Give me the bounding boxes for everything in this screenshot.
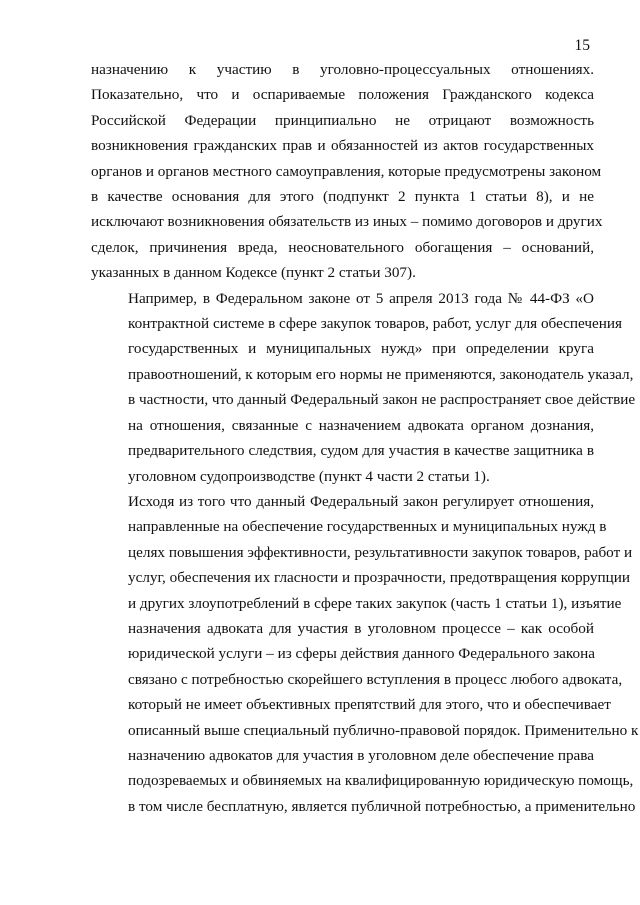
document-body	[91, 57, 639, 819]
paragraph-3	[91, 489, 639, 819]
text-line: целях повышения эффективности, результативности закупок товаров, работ и	[128, 543, 633, 561]
text-line: исключают возникновения обязательств из иных – помимо договоров и других	[91, 213, 603, 231]
text-line: который не имеет объективных препятствий для этого, что и обеспечивает	[128, 696, 611, 714]
text-line: подозреваемых и обвиняемых на квалифицированную юридическую помощь,	[128, 772, 634, 790]
text-line: услуг, обеспечения их гласности и прозрачности, предотвращения коррупции	[128, 569, 631, 587]
paragraph-1	[91, 57, 603, 286]
text-line: на отношения, связанные с назначением адвоката органом дознания,	[128, 416, 594, 434]
text-line: Исходя из того что данный Федеральный закон регулирует отношения,	[128, 492, 594, 510]
text-line: описанный выше специальный публично-правовой порядок. Применительно к	[128, 721, 639, 739]
text-line: государственных и муниципальных нужд» при определении круга	[128, 340, 594, 358]
text-line: предварительного следствия, судом для участия в качестве защитника в	[128, 442, 594, 460]
text-line: контрактной системе в сфере закупок товаров, работ, услуг для обеспечения	[128, 315, 623, 333]
page-number: 15	[574, 37, 590, 54]
text-line: Показательно, что и оспариваемые положения Гражданского кодекса	[91, 86, 594, 104]
text-line: Например, в Федеральном законе от 5 апреля 2013 года № 44-ФЗ «О	[128, 289, 594, 307]
text-line: Российской Федерации принципиально не отрицают возможность	[91, 111, 594, 129]
text-line: сделок, причинения вреда, неосновательного обогащения – оснований,	[91, 238, 594, 256]
paragraph-2	[91, 286, 636, 489]
text-line: в том числе бесплатную, является публичной потребностью, а применительно	[128, 797, 636, 815]
text-line: в качестве основания для этого (подпункт 2 пункта 1 статьи 8), и не	[91, 188, 594, 206]
text-line: правоотношений, к которым его нормы не применяются, законодатель указал,	[128, 365, 634, 383]
text-line: назначению адвокатов для участия в уголовном деле обеспечение права	[128, 746, 594, 764]
text-line: связано с потребностью скорейшего вступления в процесс любого адвоката,	[128, 670, 623, 688]
text-line: в частности, что данный Федеральный закон не распространяет свое действие	[128, 391, 636, 409]
text-line: возникновения гражданских прав и обязанностей из актов государственных	[91, 137, 594, 155]
text-line: назначению к участию в уголовно-процессуальных отношениях.	[91, 61, 594, 78]
text-line: юридической услуги – из сферы действия данного Федерального закона	[128, 645, 595, 663]
text-line: направленные на обеспечение государственных и муниципальных нужд в	[128, 518, 607, 536]
text-line: и других злоупотреблений в сфере таких закупок (часть 1 статьи 1), изъятие	[128, 594, 622, 612]
text-line: уголовном судопроизводстве (пункт 4 части 2 статьи 1).	[128, 467, 490, 485]
text-line: назначения адвоката для участия в уголовном процессе – как особой	[128, 619, 594, 637]
text-line: указанных в данном Кодексе (пункт 2 статьи 307).	[91, 264, 416, 282]
text-line: органов и органов местного самоуправления, которые предусмотрены законом	[91, 162, 602, 180]
